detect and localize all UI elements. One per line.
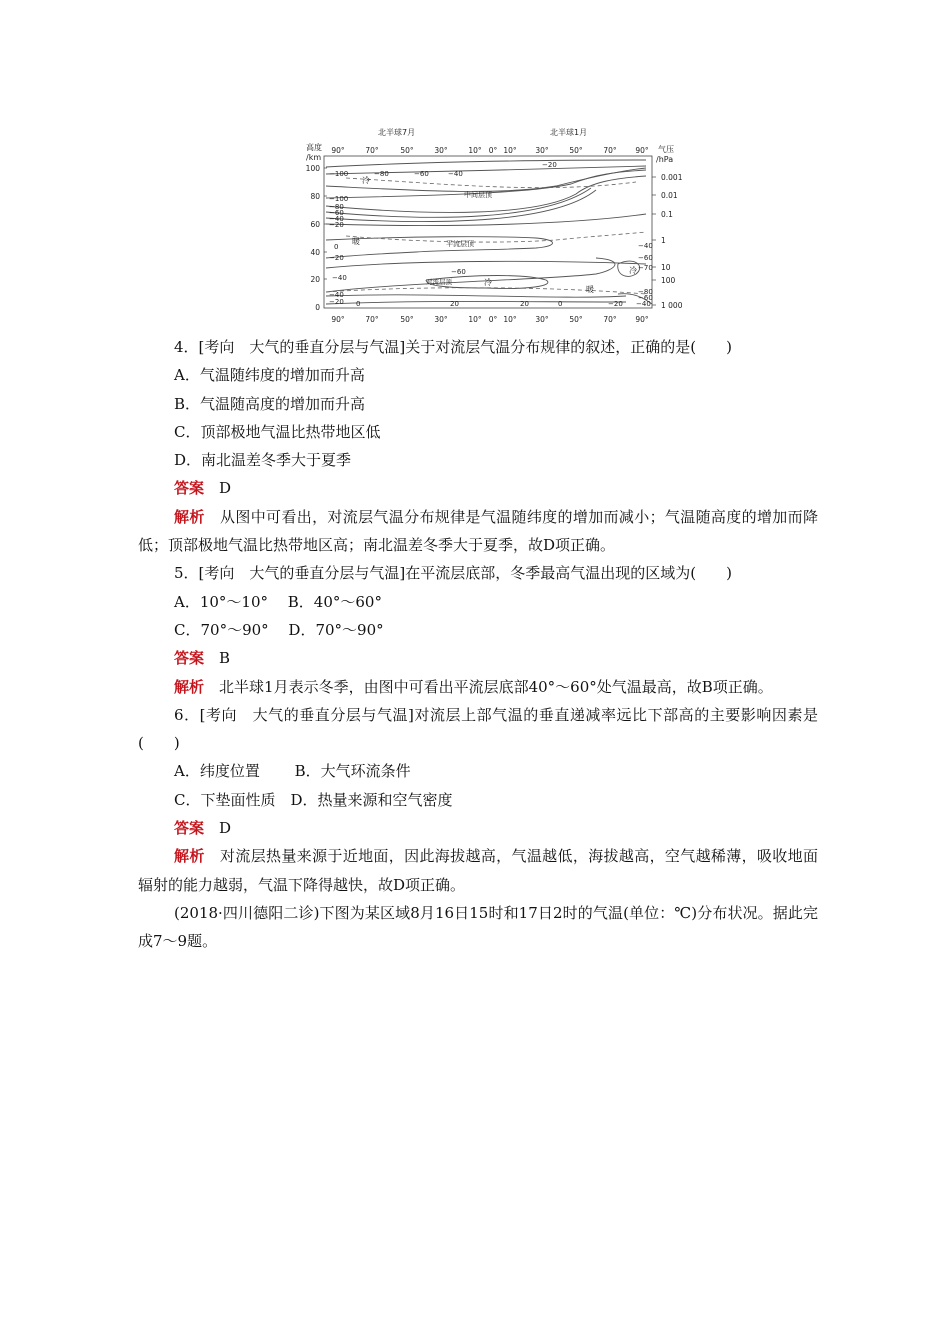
lat-top-1: 70° <box>365 146 379 155</box>
height-80: 80 <box>310 192 320 201</box>
svg-text:−60: −60 <box>451 268 466 276</box>
label-cold-mid: 冷 <box>484 278 492 287</box>
lat-bottom-0: 90° <box>331 315 345 324</box>
q6-answer-line <box>138 814 818 842</box>
lat-top-5: 0° <box>488 146 498 155</box>
svg-text:0: 0 <box>558 300 563 308</box>
svg-text:−60: −60 <box>414 170 429 178</box>
lat-top-3: 30° <box>434 146 448 155</box>
q4-option-c: C．顶部极地气温比热带地区低 <box>174 422 381 441</box>
lat-labels-top <box>331 146 649 155</box>
svg-text:−20: −20 <box>542 161 557 169</box>
q5-analysis-line <box>138 673 818 701</box>
pressure-10: 10 <box>661 263 671 272</box>
svg-text:−20: −20 <box>329 254 344 262</box>
svg-text:20: 20 <box>520 300 529 308</box>
q6-analysis: 对流层热量来源于近地面，因此海拔越高，气温越低，海拔越高，空气越稀薄，吸收地面辐射的能力越弱，气温下降得越快，故D项正确。 <box>138 847 818 894</box>
q4-answer-label: 答案 <box>174 479 205 498</box>
q4-option-b: B．气温随高度的增加而升高 <box>174 394 366 413</box>
svg-text:0: 0 <box>356 300 361 308</box>
svg-text:−40: −40 <box>638 242 653 250</box>
y-left-unit-1: 高度 <box>306 143 322 152</box>
y-left-unit-2: /km <box>306 153 322 162</box>
svg-text:−40: −40 <box>332 274 347 282</box>
lat-top-10: 90° <box>635 146 649 155</box>
svg-text:20: 20 <box>450 300 459 308</box>
lat-bottom-7: 30° <box>535 315 549 324</box>
figure-title-july: 北半球7月 <box>378 128 416 137</box>
svg-text:−20: −20 <box>329 298 344 306</box>
svg-text:−20: −20 <box>608 300 623 308</box>
lat-bottom-2: 50° <box>400 315 414 324</box>
label-mesopause: 中间层顶 <box>464 191 492 199</box>
svg-text:−100: −100 <box>329 195 349 203</box>
label-stratopause: 平流层顶 <box>446 240 474 248</box>
q5-answer-label: 答案 <box>174 649 205 668</box>
lat-bottom-4: 10° <box>468 315 482 324</box>
svg-text:−60: −60 <box>638 254 653 262</box>
pressure-01: 0.1 <box>661 210 673 219</box>
question-content <box>138 333 818 956</box>
q4-stem: 4．[考向 大气的垂直分层与气温]关于对流层气温分布规律的叙述，正确的是( ) <box>174 338 732 356</box>
svg-text:−80: −80 <box>374 170 389 178</box>
pressure-001: 0.01 <box>661 191 678 200</box>
q5-answer: B <box>219 649 231 668</box>
q6-options-row1: A．纬度位置 B．大气环流条件 <box>174 762 411 781</box>
lat-top-0: 90° <box>331 146 345 155</box>
label-warm-right: 暖 <box>586 285 594 294</box>
lat-bottom-3: 30° <box>434 315 448 324</box>
height-ticks <box>306 164 321 312</box>
y-right-unit-2: /hPa <box>656 155 674 164</box>
q4-answer: D <box>219 479 232 498</box>
q5-options-row1: A．10°～10° B．40°～60° <box>174 592 382 611</box>
pressure-100: 100 <box>661 276 676 285</box>
pressure-0001: 0.001 <box>661 173 683 182</box>
pressure-1000: 1 000 <box>661 301 683 310</box>
svg-text:−60: −60 <box>638 294 653 302</box>
q5-options-row2: C．70°～90° D．70°～90° <box>174 620 384 639</box>
lat-top-4: 10° <box>468 146 482 155</box>
svg-text:−40: −40 <box>448 170 463 178</box>
height-20: 20 <box>310 275 320 284</box>
lat-top-6: 10° <box>503 146 517 155</box>
height-0: 0 <box>315 303 320 312</box>
q5-answer-line <box>138 644 818 672</box>
q6-analysis-line <box>138 842 818 899</box>
temperature-cross-section-figure <box>296 124 686 326</box>
q5-stem: 5．[考向 大气的垂直分层与气温]在平流层底部，冬季最高气温出现的区域为( ) <box>174 564 732 583</box>
svg-text:−60: −60 <box>329 209 344 217</box>
y-right-unit-1: 气压 <box>658 145 674 154</box>
lat-top-8: 50° <box>569 146 583 155</box>
q6-answer-label: 答案 <box>174 819 205 838</box>
lat-bottom-5: 0° <box>488 315 498 324</box>
q4-analysis-label: 解析 <box>174 507 205 526</box>
q4-analysis: 从图中可看出，对流层气温分布规律是气温随纬度的增加而减小；气温随高度的增加而降低；顶部极地气温比热带地区高；南北温差冬季大于夏季，故D项正确。 <box>138 507 818 555</box>
svg-text:−70: −70 <box>638 264 653 272</box>
q6-options-row2: C．下垫面性质 D．热量来源和空气密度 <box>174 790 453 809</box>
figure-title-january: 北半球1月 <box>550 128 588 137</box>
height-100: 100 <box>305 164 320 173</box>
q6-answer: D <box>219 819 232 838</box>
label-warm-left: 暖 <box>352 237 360 246</box>
height-40: 40 <box>310 248 320 257</box>
lat-top-7: 30° <box>535 146 549 155</box>
svg-text:−100: −100 <box>329 170 349 178</box>
height-60: 60 <box>310 220 320 229</box>
lat-bottom-1: 70° <box>365 315 379 324</box>
svg-text:−20: −20 <box>329 221 344 229</box>
q4-analysis-line <box>138 503 818 560</box>
q4-option-a: A．气温随纬度的增加而升高 <box>174 366 365 385</box>
q7-9-intro: (2018·四川德阳二诊)下图为某区域8月16日15时和17日2时的气温(单位：℃)分布状况。据此完成7～9题。 <box>138 903 818 951</box>
q5-analysis-label: 解析 <box>174 677 205 696</box>
svg-text:−80: −80 <box>329 203 344 211</box>
label-cold-right: 冷 <box>629 266 637 275</box>
svg-text:−40: −40 <box>636 300 651 308</box>
lat-bottom-9: 70° <box>603 315 617 324</box>
pressure-ticks <box>661 173 683 310</box>
lat-bottom-6: 10° <box>503 315 517 324</box>
q6-stem: 6．[考向 大气的垂直分层与气温]对流层上部气温的垂直递减率远比下部高的主要影响因素是( ) <box>138 705 818 753</box>
lat-bottom-8: 50° <box>569 315 583 324</box>
svg-text:−80: −80 <box>638 288 653 296</box>
svg-text:−40: −40 <box>329 215 344 223</box>
svg-text:−40: −40 <box>329 291 344 299</box>
svg-text:0: 0 <box>334 243 339 251</box>
label-tropopause: 对流层顶 <box>426 278 452 286</box>
lat-labels-bottom <box>331 315 649 324</box>
q6-analysis-label: 解析 <box>174 847 205 866</box>
lat-top-2: 50° <box>400 146 414 155</box>
pressure-1: 1 <box>661 236 666 245</box>
q5-analysis: 北半球1月表示冬季，由图中可看出平流层底部40°～60°处气温最高，故B项正确。 <box>219 677 773 696</box>
q4-answer-line <box>138 474 818 502</box>
lat-bottom-10: 90° <box>635 315 649 324</box>
q4-option-d: D．南北温差冬季大于夏季 <box>174 451 352 470</box>
lat-top-9: 70° <box>603 146 617 155</box>
label-cold-top: 冷 <box>362 176 370 185</box>
